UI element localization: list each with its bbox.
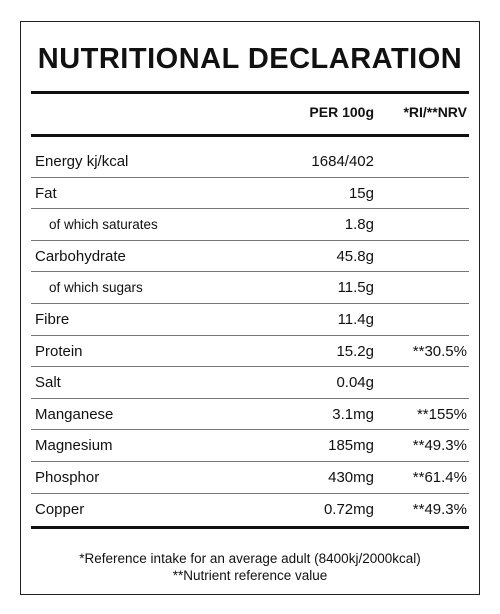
table-row [21,462,479,494]
table-row [21,146,479,178]
nutrient-per-100g: 11.5g [337,279,374,297]
nutrient-name: Carbohydrate [35,247,126,265]
table-row [21,241,479,273]
column-header-ri-nrv: *RI/**NRV [403,104,467,120]
table-row [21,494,479,526]
nutrient-per-100g: 1684/402 [311,153,374,170]
table-row [21,178,479,210]
nutrient-name: Protein [35,342,83,360]
footer-divider [31,526,469,529]
column-header-row [21,98,479,128]
table-row [21,430,479,462]
nutrient-name: Magnesium [35,437,113,455]
nutrient-per-100g: 15.2g [336,342,374,360]
footnote-nrv: **Nutrient reference value [172,568,328,583]
nutrient-per-100g: 15g [348,184,374,202]
nutrient-name: of which saturates [49,217,158,233]
nutrient-per-100g: 45.8g [336,247,374,265]
nutrient-name: Fibre [35,310,70,328]
nutrient-per-100g: 11.4g [337,310,374,328]
table-row [21,272,479,304]
nutrient-name: Phosphor [35,468,100,486]
footnote-reference-intake: *Reference intake for an average adult (8400kj/2000kcal) [79,551,421,566]
nutrient-name: Manganese [35,405,114,423]
nutrient-per-100g: 185mg [328,437,374,455]
label-title: NUTRITIONAL DECLARATION [37,43,463,75]
table-row [21,399,479,431]
column-header-per-100g: PER 100g [309,104,374,120]
nutrient-per-100g: 3.1mg [332,405,374,423]
nutrient-per-100g: 0.72mg [323,500,374,518]
nutrient-ri-nrv: **30.5% [412,342,467,360]
table-row [21,304,479,336]
nutrient-name: Fat [35,184,57,202]
nutrient-per-100g: 1.8g [344,216,374,234]
title-divider [31,91,469,94]
nutrient-per-100g: 430mg [328,468,374,486]
nutrition-label [20,21,480,595]
nutrient-name: Copper [35,500,85,518]
nutrient-name: Energy kj/kcal [35,153,129,170]
footnotes [21,550,479,584]
header-divider [31,134,469,137]
nutrient-ri-nrv: **49.3% [412,500,467,518]
table-row [21,209,479,241]
nutrient-name: of which sugars [49,280,143,296]
nutrient-ri-nrv: **155% [416,405,467,423]
nutrient-ri-nrv: **61.4% [412,468,467,486]
nutrient-name: Salt [35,374,61,392]
nutrient-per-100g: 0.04g [336,374,374,392]
table-row [21,336,479,368]
nutrient-table [21,146,479,525]
nutrient-ri-nrv: **49.3% [412,437,467,455]
table-row [21,367,479,399]
